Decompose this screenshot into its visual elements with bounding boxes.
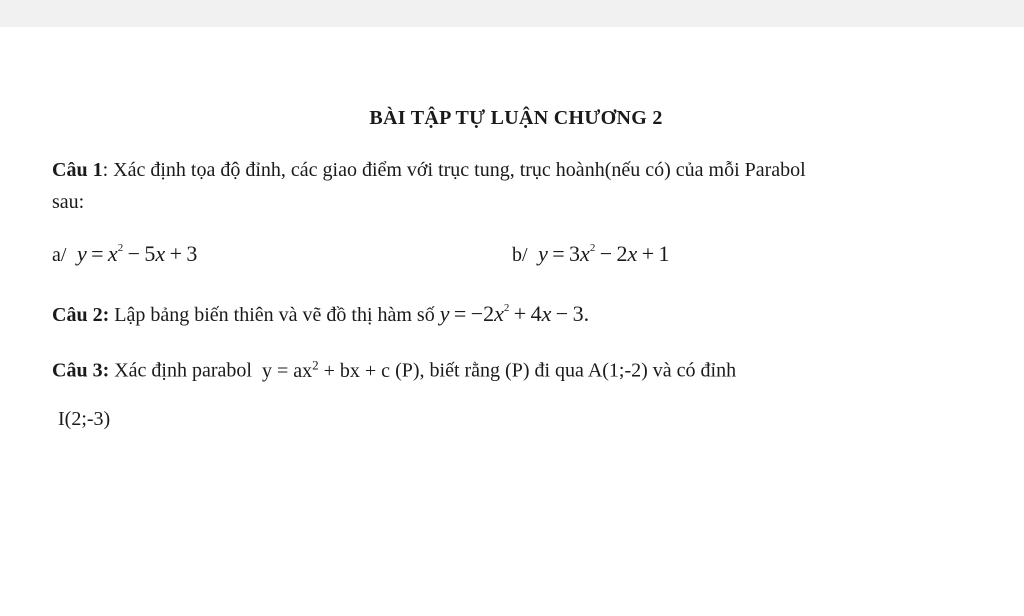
question-1-line-1 xyxy=(52,159,806,182)
page-title: BÀI TẬP TỰ LUẬN CHƯƠNG 2 xyxy=(369,107,663,129)
document-page xyxy=(0,27,1024,616)
part-b-label: b/ xyxy=(512,244,528,266)
question-1-text-cont: sau: xyxy=(52,191,85,213)
question-2-text: Lập bảng biến thiên và vẽ đồ thị hàm số xyxy=(109,304,440,326)
question-2-label: Câu 2: xyxy=(52,304,110,326)
viewer-top-bar xyxy=(0,0,1024,27)
formula-question-2: $y = -2x^2 + 4x - 3$. xyxy=(439,301,590,326)
question-1-text: : Xác định tọa độ đỉnh, các giao điểm với trục tung, trục hoành(nếu có) của mỗi Parabol xyxy=(102,159,806,181)
question-3-text-mid: (P), biết rằng (P) đi qua xyxy=(390,359,588,382)
point-a: A(1;-2) xyxy=(587,359,648,382)
question-1-part-a xyxy=(52,241,197,267)
question-3-line-2 xyxy=(58,408,110,431)
question-2-line xyxy=(52,301,589,327)
question-1-part-b xyxy=(512,241,670,267)
question-1-line-2 xyxy=(52,191,84,214)
part-a-label: a/ xyxy=(52,244,67,266)
formula-parabol: $y = ax^2$ + bx + c xyxy=(256,357,391,382)
formula-part-b: $y = 3x^2 - 2x + 1$ xyxy=(538,241,670,266)
formula-part-a: $y = x^2 - 5x + 3$ xyxy=(76,241,198,266)
question-3-text-before: Xác định parabol xyxy=(109,359,257,382)
question-3-text-after: và có đỉnh xyxy=(647,359,737,382)
question-1-label: Câu 1 xyxy=(52,159,103,181)
question-3-line-1 xyxy=(52,357,736,383)
question-3-label: Câu 3: xyxy=(52,359,110,382)
point-i: I(2;-3) xyxy=(58,408,111,430)
